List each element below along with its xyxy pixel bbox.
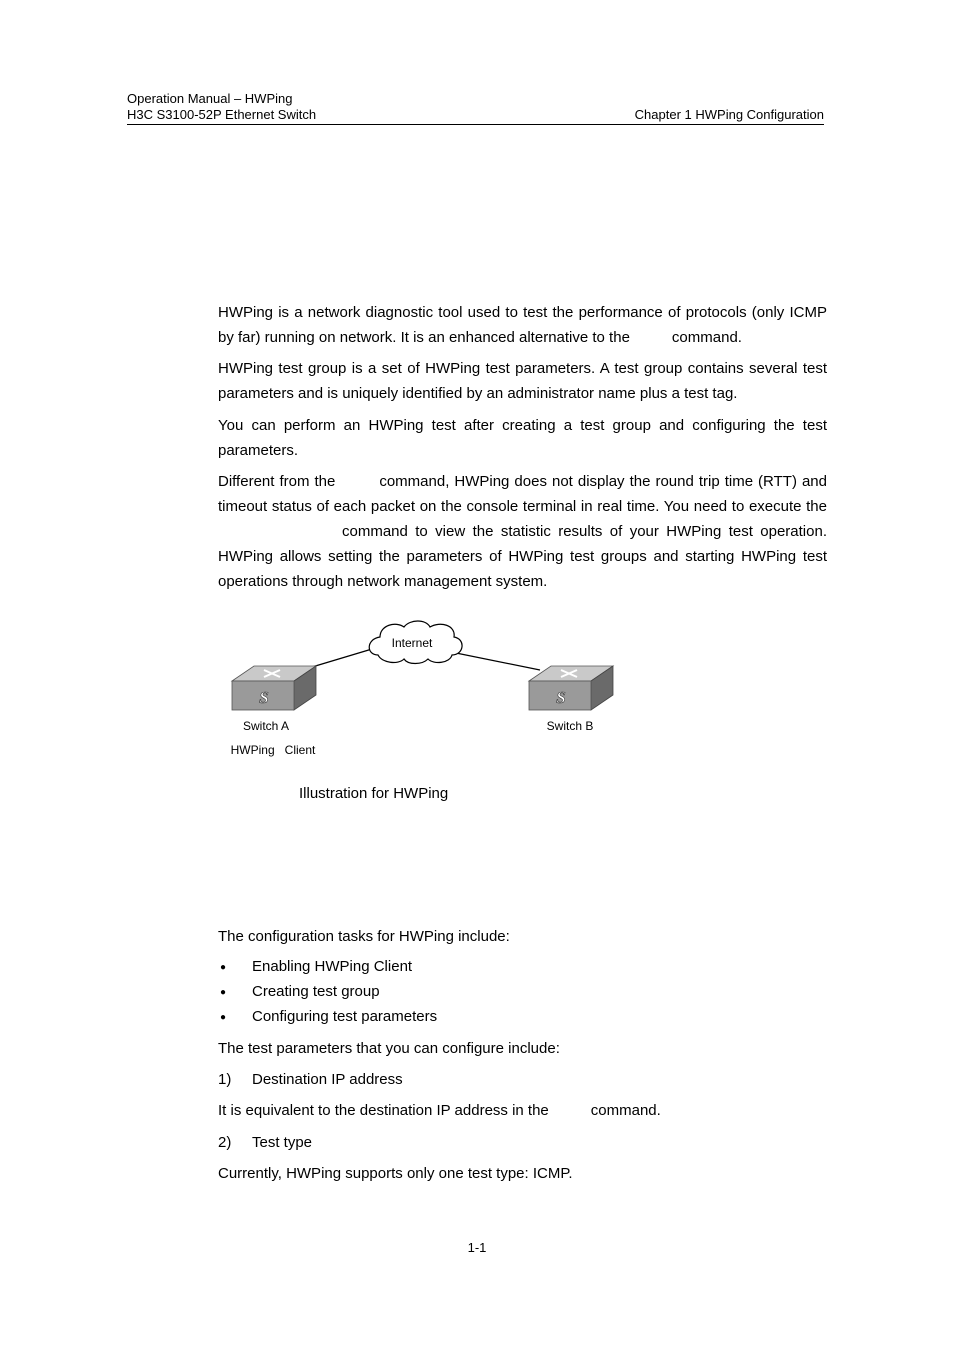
switch-a-role-label: HWPing Client	[230, 743, 316, 757]
cloud-label: Internet	[391, 636, 433, 650]
intro-p4-middle: command, HWPing does not display the round trip time (RTT) and timeout status of each packet on the console terminal in real time. You need to execute the	[218, 473, 827, 515]
item-2-number: 2)	[218, 1134, 232, 1151]
item-2-title: Test type	[252, 1134, 313, 1151]
item-1-number: 1)	[218, 1071, 232, 1088]
task-item-3: Configuring test parameters	[252, 1008, 438, 1025]
svg-text:S: S	[556, 688, 566, 707]
intro-paragraph-4	[218, 469, 827, 594]
switch-b-label: Switch B	[546, 719, 594, 733]
switch-a-icon	[232, 666, 316, 710]
bullet-icon: ●	[220, 987, 227, 998]
task-item-2: Creating test group	[252, 983, 380, 1000]
intro-paragraph-2: HWPing test group is a set of HWPing test parameters. A test group contains several test parameters and is uniquely identified by an administrator name plus a test tag.	[218, 360, 827, 402]
task-item-1: Enabling HWPing Client	[252, 958, 413, 975]
item-1-desc-end: command.	[590, 1102, 661, 1119]
switch-b-icon	[529, 666, 613, 710]
page-number: 1-1	[467, 1240, 487, 1255]
figure-caption: Illustration for HWPing	[299, 785, 449, 802]
item-1-title: Destination IP address	[252, 1071, 403, 1088]
header-left	[127, 91, 316, 123]
config-intro: The configuration tasks for HWPing include:	[218, 928, 510, 945]
params-intro: The test parameters that you can configure include:	[218, 1040, 560, 1057]
link-internet-b	[456, 653, 540, 670]
item-2-description: Currently, HWPing supports only one test type: ICMP.	[218, 1165, 573, 1182]
item-1-description	[218, 1101, 661, 1121]
intro-p1-text: HWPing is a network diagnostic tool used to test the performance of protocols (only ICMP by far) running on network. It is an enhanced alternative to the	[218, 304, 827, 346]
intro-p1-end: command.	[671, 329, 742, 346]
item-1-desc-start: It is equivalent to the destination IP address in the	[218, 1102, 549, 1119]
header-rule	[127, 124, 824, 125]
manual-title: Operation Manual – HWPing	[127, 91, 293, 106]
intro-p4-end: command to view the statistic results of your HWPing test operation. HWPing allows setting the parameters of HWPing test groups and starting HWPing test operations through network management system.	[218, 523, 827, 590]
switch-a-label: Switch A	[242, 719, 290, 733]
internet-cloud-icon	[369, 621, 462, 664]
product-name: H3C S3100-52P Ethernet Switch	[127, 107, 317, 122]
chapter-title: Chapter 1 HWPing Configuration	[634, 107, 824, 122]
svg-text:S: S	[259, 688, 269, 707]
bullet-icon: ●	[220, 962, 227, 973]
network-diagram	[220, 615, 640, 765]
bullet-icon: ●	[220, 1012, 227, 1023]
intro-p4-start: Different from the	[218, 473, 336, 490]
intro-paragraph-3: You can perform an HWPing test after creating a test group and configuring the test parameters.	[218, 417, 827, 459]
intro-paragraph-1	[218, 300, 827, 350]
